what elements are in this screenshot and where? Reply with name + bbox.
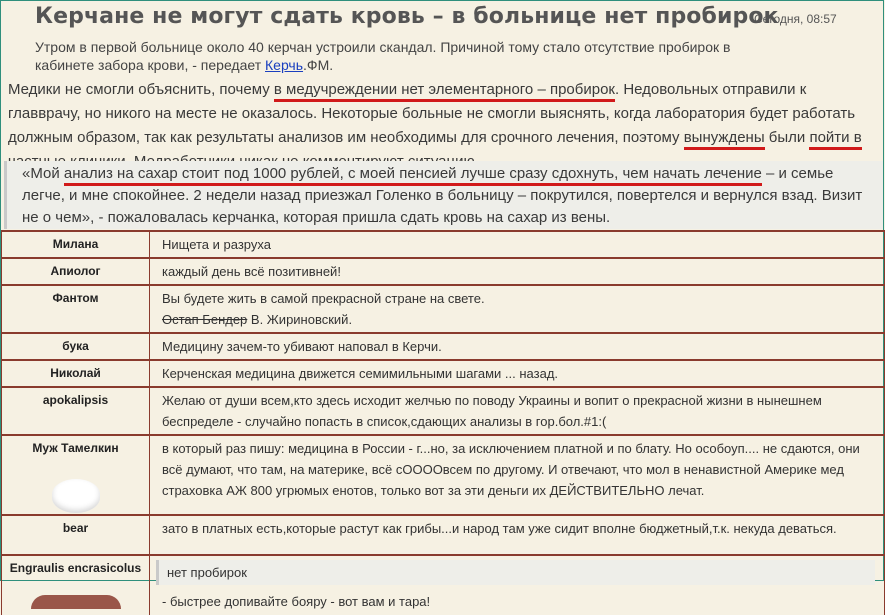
article-body <box>8 78 880 174</box>
comment-text: каждый день всё позитивней! <box>150 258 885 285</box>
comment-text: В. Жириновский. <box>247 312 353 327</box>
underlined-phrase: пойти в <box>8 129 862 174</box>
article-quote <box>4 161 883 229</box>
comment-row <box>2 360 885 387</box>
comments-table <box>1 230 885 615</box>
comment-text: Вы будете жить в самой прекрасной стране на свете. <box>162 291 485 306</box>
comment-author: Engraulis encrasicolus <box>9 561 142 575</box>
comment-row <box>2 285 885 333</box>
comment-author: Николай <box>2 360 150 387</box>
comment-row <box>2 333 885 360</box>
underlined-phrase: вынуждены <box>684 129 765 150</box>
lead-suffix: .ФМ. <box>303 57 334 73</box>
avatar <box>52 479 100 513</box>
comment-row <box>2 258 885 285</box>
comment-text: в который раз пишу: медицина в России - г...но, за исключением платной и по блату. Но особоуп.... не сдаются, они всё думают, что там, на материке, всё сООООвсем по другому. И отвечают, что мол в ненавистной Америке мед страховка АЖ 800 угрюмых енотов, только вот за эти деньги их ДЕЙСТВИТЕЛЬНО лечат. <box>150 435 885 515</box>
comment-text: зато в платных есть,которые растут как грибы...и народ там уже сидит вполне бюджетный,т.к. некуда деваться. <box>150 515 885 555</box>
source-link[interactable]: Керчь <box>265 57 304 73</box>
comment-row <box>2 387 885 435</box>
comment-text: Нищета и разруха <box>150 231 885 258</box>
quote-text: – и семье легче, и мне спокойнее. 2 недели назад приезжал Голенко в больницу – покрутился, повертелся и вернулся взад. Визит не о чем», - пожаловалась керчанка, которая пришла сдать кровь на сахар из вены. <box>22 165 863 226</box>
comment-row <box>2 515 885 555</box>
underlined-phrase: анализ на сахар стоит под 1000 рублей, с моей пенсией лучше сразу сдохнуть, чем начать лечение <box>64 165 762 186</box>
comment-author: bear <box>2 515 150 555</box>
article-title: Керчане не могут сдать кровь – в больнице нет пробирок <box>35 4 779 29</box>
body-text: . Недовольных отправили к главврачу, но никого на месте не оказалось. Некоторые больные не смогли выяснять, когда лаборатория будет работать должным образом, так как результаты анализов им необходимы для срочного лечения, поэтому <box>8 81 856 146</box>
underlined-phrase: в медучреждении нет элементарного – пробирок <box>274 81 615 102</box>
quote-text: «Мой <box>22 165 64 182</box>
comment-author: Фантом <box>2 285 150 333</box>
avatar <box>31 595 121 609</box>
comment-text: Желаю от души всем,кто здесь исходит желчью по поводу Украины и вопит о прекрасной жизни в нынешнем беспределе - случайно попасть в список,сдающих анализы в гор.бол.#1:( <box>150 387 885 435</box>
lead-text: Утром в первой больнице около 40 керчан устроили скандал. Причиной тому стало отсутствие пробирок в кабинете забора крови, - передает <box>35 39 731 73</box>
comment-author: Апиолог <box>2 258 150 285</box>
comment-strikethrough: Остап Бендер <box>162 312 248 327</box>
comment-author: бука <box>2 333 150 360</box>
comment-row <box>2 435 885 515</box>
comment-row <box>2 555 885 615</box>
comment-author: Милана <box>2 231 150 258</box>
comment-text: - быстрее допивайте бояру - вот вам и тара! <box>162 594 431 609</box>
comment-text: Керченская медицина движется семимильными шагами ... назад. <box>150 360 885 387</box>
comment-author: Муж Тамелкин <box>32 441 119 455</box>
comment-quote: нет пробирок <box>156 560 875 585</box>
comment-row <box>2 231 885 258</box>
comment-author: apokalipsis <box>2 387 150 435</box>
body-text: Медики не смогли объяснить, почему <box>8 81 274 98</box>
article-timestamp: Сегодня, 08:57 <box>754 12 837 26</box>
article-lead <box>35 38 755 74</box>
body-text: были <box>764 129 810 146</box>
comment-text: Медицину зачем-то убивают наповал в Керчи. <box>150 333 885 360</box>
